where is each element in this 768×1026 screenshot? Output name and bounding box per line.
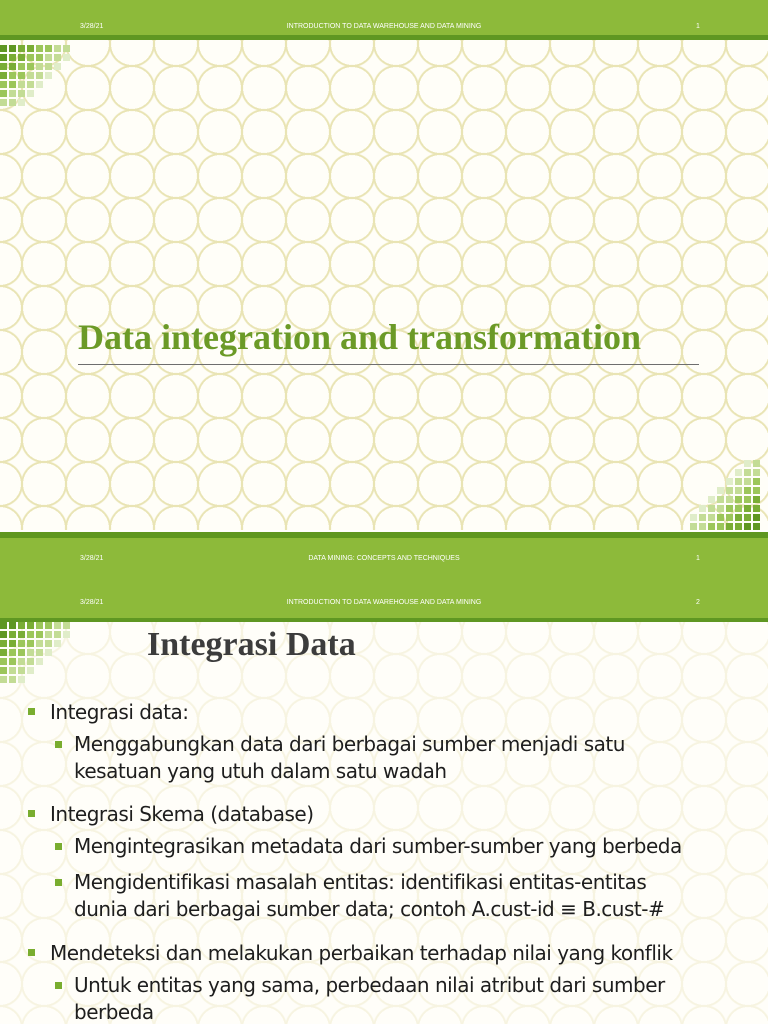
footer-title: DATA MINING: CONCEPTS AND TECHNIQUES <box>308 555 460 562</box>
decorative-square <box>726 523 733 530</box>
decorative-square <box>54 631 61 638</box>
decorative-square <box>45 72 52 79</box>
decorative-square <box>0 649 7 656</box>
decorative-square <box>36 658 43 665</box>
bullet-square-icon <box>28 810 35 817</box>
decorative-square <box>717 487 724 494</box>
decorative-square <box>27 54 34 61</box>
decorative-square <box>744 496 751 503</box>
decorative-square <box>27 667 34 674</box>
decorative-square <box>735 469 742 476</box>
decorative-square <box>9 631 16 638</box>
decorative-square <box>36 63 43 70</box>
decorative-square <box>753 487 760 494</box>
decorative-square <box>717 523 724 530</box>
list-item <box>50 940 673 967</box>
decorative-square <box>27 72 34 79</box>
decorative-square <box>735 505 742 512</box>
decorative-square <box>744 460 751 467</box>
decorative-square <box>18 658 25 665</box>
bullet-square-icon <box>28 949 35 956</box>
decorative-square <box>9 72 16 79</box>
decorative-square <box>735 496 742 503</box>
slide-title: Data integration and transformation <box>78 317 641 357</box>
header-slide-number: 1 <box>696 23 700 30</box>
decorative-square <box>0 667 7 674</box>
header-date: 3/28/21 <box>80 599 104 606</box>
decorative-square <box>18 45 25 52</box>
list-item-continuation <box>74 896 664 923</box>
decorative-square <box>27 640 34 647</box>
decorative-square <box>36 54 43 61</box>
decorative-square <box>708 505 715 512</box>
decorative-square <box>36 649 43 656</box>
decorative-square <box>45 54 52 61</box>
decorative-square <box>744 469 751 476</box>
list-item <box>50 801 314 828</box>
decorative-square <box>726 496 733 503</box>
decorative-square <box>717 514 724 521</box>
decorative-square <box>744 478 751 485</box>
decorative-square <box>9 99 16 106</box>
decorative-square <box>27 649 34 656</box>
decorative-square <box>726 487 733 494</box>
decorative-square <box>726 514 733 521</box>
decorative-square <box>27 631 34 638</box>
decorative-square <box>36 45 43 52</box>
decorative-square <box>735 523 742 530</box>
decorative-square <box>9 667 16 674</box>
decorative-square <box>18 81 25 88</box>
list-item-text: Integrasi Skema (database) <box>50 802 314 826</box>
decorative-squares-bottom-right <box>690 460 768 530</box>
decorative-square <box>690 523 697 530</box>
header-slide-number: 2 <box>696 599 700 606</box>
decorative-square <box>45 63 52 70</box>
bullet-square-icon <box>55 741 62 748</box>
decorative-square <box>744 514 751 521</box>
slide-2-header <box>0 588 768 622</box>
decorative-square <box>0 90 7 97</box>
decorative-square <box>9 658 16 665</box>
decorative-square <box>735 514 742 521</box>
title-underline <box>78 364 699 365</box>
decorative-square <box>708 496 715 503</box>
decorative-squares-top-left <box>0 45 80 115</box>
decorative-square <box>27 90 34 97</box>
decorative-square <box>45 649 52 656</box>
slide-1-header <box>0 0 768 40</box>
header-title: INTRODUCTION TO DATA WAREHOUSE AND DATA MINING <box>286 599 482 606</box>
list-item-continuation <box>74 999 154 1026</box>
decorative-square <box>9 622 16 629</box>
decorative-square <box>744 487 751 494</box>
decorative-square <box>0 45 7 52</box>
decorative-square <box>0 676 7 683</box>
decorative-square <box>63 631 70 638</box>
decorative-square <box>9 63 16 70</box>
decorative-square <box>18 54 25 61</box>
decorative-square <box>18 622 25 629</box>
decorative-square <box>0 72 7 79</box>
decorative-square <box>27 63 34 70</box>
decorative-square <box>36 81 43 88</box>
decorative-square <box>54 45 61 52</box>
decorative-square <box>36 72 43 79</box>
list-item-text: Menggabungkan data dari berbagai sumber menjadi satu <box>74 732 625 756</box>
decorative-square <box>753 496 760 503</box>
decorative-square <box>9 54 16 61</box>
decorative-square <box>0 63 7 70</box>
footer-date: 3/28/21 <box>80 555 104 562</box>
footer-slide-number: 1 <box>696 555 700 562</box>
list-item-text: berbeda <box>74 1000 154 1024</box>
decorative-square <box>0 54 7 61</box>
decorative-square <box>0 81 7 88</box>
list-item <box>74 869 646 896</box>
decorative-square <box>63 622 70 629</box>
decorative-square <box>63 54 70 61</box>
decorative-square <box>753 505 760 512</box>
list-item-text: Integrasi data: <box>50 700 189 724</box>
decorative-square <box>27 622 34 629</box>
bullet-square-icon <box>55 843 62 850</box>
decorative-square <box>45 640 52 647</box>
decorative-square <box>717 496 724 503</box>
decorative-square <box>708 514 715 521</box>
list-item-text: Mengidentifikasi masalah entitas: identifikasi entitas-entitas <box>74 870 647 894</box>
decorative-square <box>18 649 25 656</box>
bullet-square-icon <box>55 982 62 989</box>
decorative-square <box>699 523 706 530</box>
decorative-square <box>54 63 61 70</box>
list-item-text: kesatuan yang utuh dalam satu wadah <box>74 759 447 783</box>
decorative-square <box>744 523 751 530</box>
decorative-square <box>699 505 706 512</box>
decorative-square <box>753 478 760 485</box>
decorative-square <box>18 676 25 683</box>
decorative-square <box>9 45 16 52</box>
header-date: 3/28/21 <box>80 23 104 30</box>
decorative-square <box>9 81 16 88</box>
bullet-square-icon <box>55 879 62 886</box>
decorative-square <box>36 622 43 629</box>
decorative-square <box>54 640 61 647</box>
decorative-square <box>27 81 34 88</box>
decorative-square <box>753 460 760 467</box>
list-item-text: Mengintegrasikan metadata dari sumber-sumber yang berbeda <box>74 834 682 858</box>
decorative-square <box>0 622 7 629</box>
list-item-text: Untuk entitas yang sama, perbedaan nilai atribut dari sumber <box>74 973 665 997</box>
decorative-square <box>36 631 43 638</box>
decorative-square <box>18 72 25 79</box>
decorative-square <box>690 514 697 521</box>
header-title: INTRODUCTION TO DATA WAREHOUSE AND DATA MINING <box>286 23 482 30</box>
decorative-square <box>0 99 7 106</box>
decorative-square <box>45 631 52 638</box>
decorative-square <box>0 631 7 638</box>
list-item-text: dunia dari berbagai sumber data; contoh A.cust-id ≡ B.cust-# <box>74 897 665 921</box>
list-item <box>50 699 189 726</box>
list-item <box>74 731 625 758</box>
decorative-square <box>54 54 61 61</box>
decorative-square <box>45 622 52 629</box>
decorative-square <box>735 478 742 485</box>
bullet-square-icon <box>28 708 35 715</box>
decorative-square <box>18 99 25 106</box>
slide-1-footer <box>0 532 768 590</box>
list-item <box>74 833 682 860</box>
decorative-square <box>54 622 61 629</box>
decorative-square <box>9 649 16 656</box>
decorative-squares-top-left <box>0 622 78 692</box>
decorative-square <box>27 658 34 665</box>
decorative-square <box>27 45 34 52</box>
decorative-square <box>9 676 16 683</box>
decorative-square <box>726 478 733 485</box>
slide-title: Integrasi Data <box>147 626 356 663</box>
list-item-text: Mendeteksi dan melakukan perbaikan terhadap nilai yang konflik <box>50 941 673 965</box>
decorative-square <box>753 469 760 476</box>
decorative-square <box>744 505 751 512</box>
decorative-square <box>708 523 715 530</box>
decorative-square <box>735 487 742 494</box>
decorative-square <box>18 640 25 647</box>
decorative-square <box>726 505 733 512</box>
decorative-square <box>18 63 25 70</box>
decorative-square <box>45 45 52 52</box>
decorative-square <box>36 640 43 647</box>
decorative-square <box>9 640 16 647</box>
decorative-square <box>0 658 7 665</box>
decorative-square <box>18 90 25 97</box>
decorative-square <box>18 667 25 674</box>
list-item <box>74 972 665 999</box>
decorative-square <box>18 631 25 638</box>
list-item-continuation <box>74 758 447 785</box>
decorative-square <box>0 640 7 647</box>
decorative-square <box>753 514 760 521</box>
decorative-square <box>717 505 724 512</box>
decorative-square <box>753 523 760 530</box>
decorative-square <box>63 45 70 52</box>
decorative-square <box>9 90 16 97</box>
decorative-square <box>699 514 706 521</box>
